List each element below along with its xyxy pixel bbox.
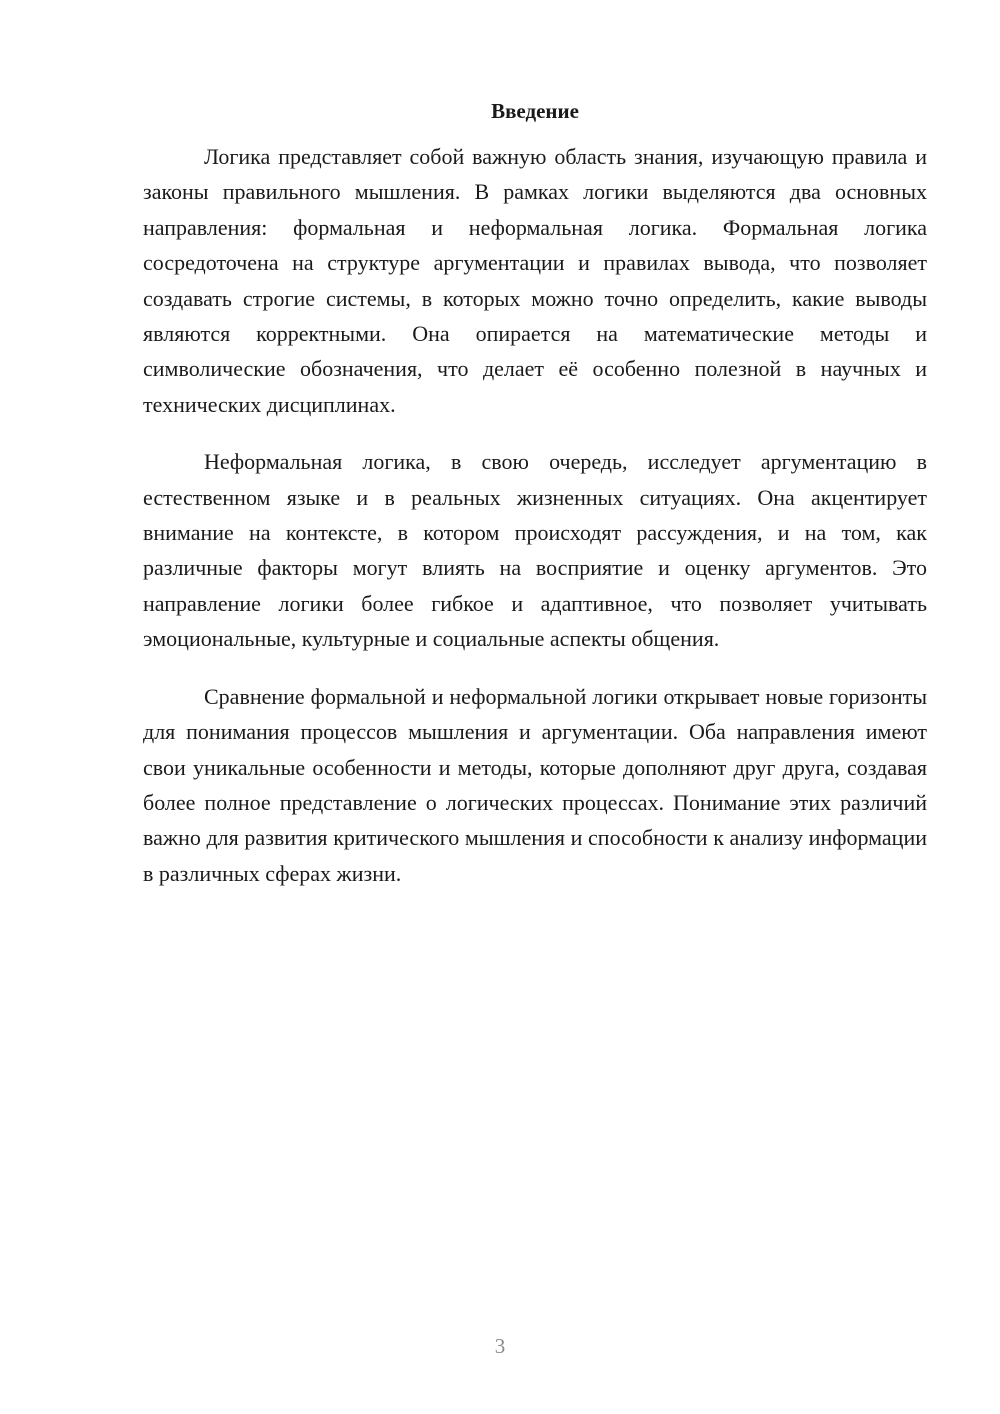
section-title: Введение <box>491 99 579 123</box>
page-number: 3 <box>494 1334 506 1358</box>
paragraph-2: Неформальная логика, в свою очередь, исследует аргументацию в естественном языке и в реальных жизненных ситуациях. Она акцентирует внимание на контексте, в котором происходят рассуждения, и на том, как различные факторы могут влиять на восприятие и оценку аргументов. Это направление логики более гибкое и адаптивное, что позволяет учитывать эмоциональные, культурные и социальные аспекты общения. <box>143 449 927 652</box>
page-content <box>143 96 927 913</box>
paragraph-1: Логика представляет собой важную область знания, изучающую правила и законы правильного мышления. В рамках логики выделяются два основных направления: формальная и неформальная логика. Формальная логика сосредоточена на структуре аргументации и правилах вывода, что позволяет создавать строгие системы, в которых можно точно определить, какие выводы являются корректными. Она опирается на математические методы и символические обозначения, что делает её особенно полезной в научных и технических дисциплинах. <box>143 144 927 417</box>
paragraph-3: Сравнение формальной и неформальной логики открывает новые горизонты для понимания процессов мышления и аргументации. Оба направления имеют свои уникальные особенности и методы, которые дополняют друг друга, создавая более полное представление о логических процессах. Понимание этих различий важно для развития критического мышления и способности к анализу информации в различных сферах жизни. <box>143 683 927 886</box>
